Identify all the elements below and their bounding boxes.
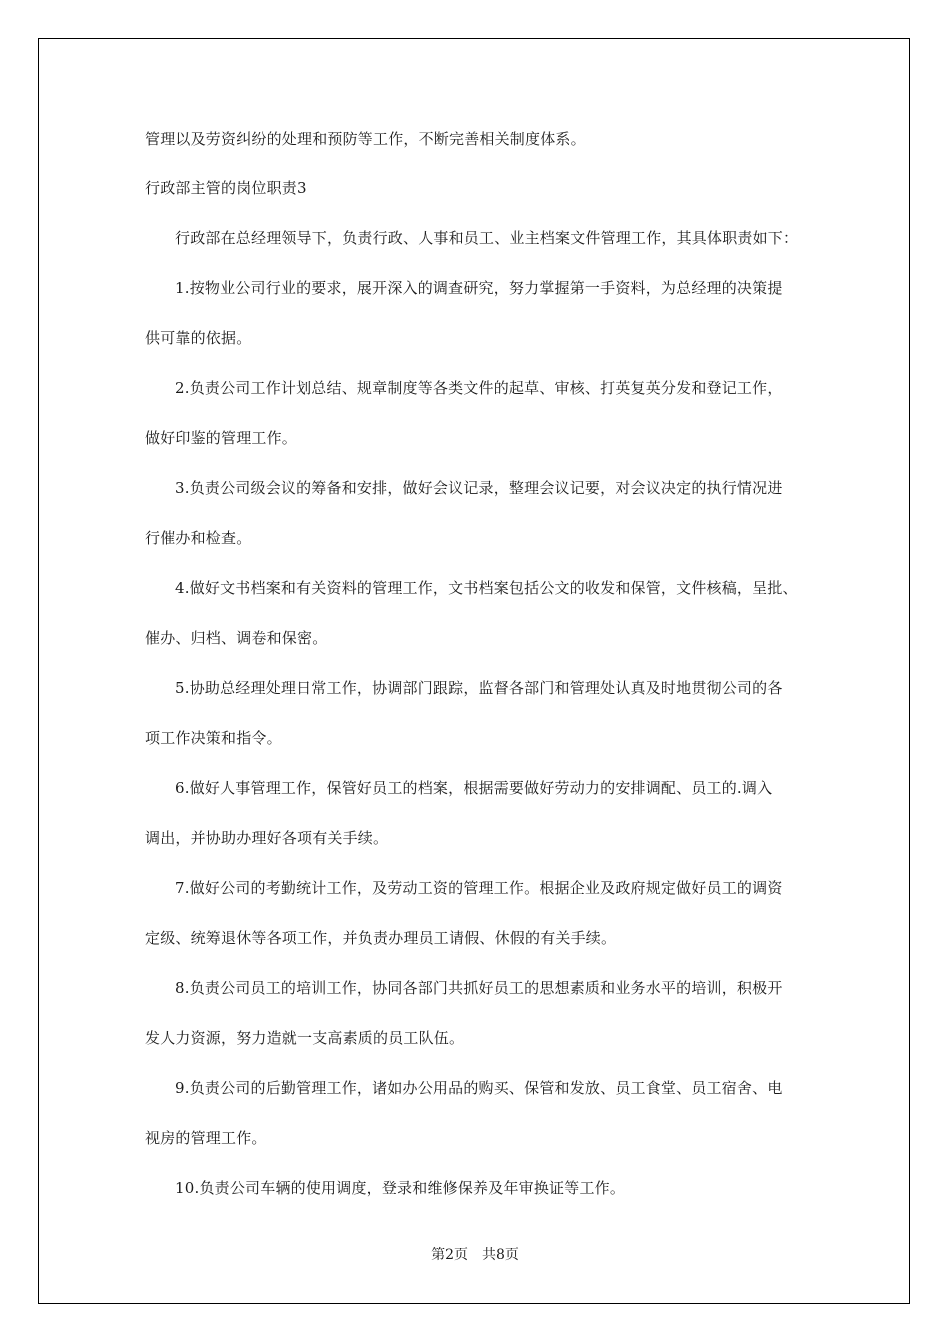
list-item-6-continuation: 调出，并协助办理好各项有关手续。 [145, 829, 389, 847]
page-total: 共8页 [482, 1247, 519, 1263]
list-item-5-continuation: 项工作决策和指令。 [145, 729, 282, 747]
paragraph-line: 管理以及劳资纠纷的处理和预防等工作，不断完善相关制度体系。 [145, 130, 586, 148]
list-item-7-continuation: 定级、统筹退休等各项工作，并负责办理员工请假、休假的有关手续。 [145, 929, 617, 947]
list-item-9-line: 9.负责公司的后勤管理工作，诸如办公用品的购买、保管和发放、员工食堂、员工宿舍、电 [175, 1079, 783, 1097]
list-item-5-line: 5.协助总经理处理日常工作，协调部门跟踪，监督各部门和管理处认真及时地贯彻公司的各 [175, 679, 783, 697]
list-item-4-continuation: 催办、归档、调卷和保密。 [145, 629, 328, 647]
list-item-3-line: 3.负责公司级会议的筹备和安排，做好会议记录，整理会议记要，对会议决定的执行情况进 [175, 479, 783, 497]
list-item-1-continuation: 供可靠的依据。 [145, 329, 252, 347]
list-item-3-continuation: 行催办和检查。 [145, 529, 252, 547]
page-number: 第2页 [431, 1247, 468, 1263]
paragraph-line: 行政部在总经理领导下，负责行政、人事和员工、业主档案文件管理工作，其具体职责如下： [175, 229, 799, 247]
list-item-10-line: 10.负责公司车辆的使用调度，登录和维修保养及年审换证等工作。 [175, 1179, 626, 1197]
section-heading: 行政部主管的岗位职责3 [145, 179, 307, 197]
list-item-4-line: 4.做好文书档案和有关资料的管理工作，文书档案包括公文的收发和保管，文件核稿，呈批、 [175, 579, 798, 597]
list-item-2-continuation: 做好印鉴的管理工作。 [145, 429, 298, 447]
list-item-2-line: 2.负责公司工作计划总结、规章制度等各类文件的起草、审核、打英复英分发和登记工作， [175, 379, 783, 397]
list-item-6-line: 6.做好人事管理工作，保管好员工的档案，根据需要做好劳动力的安排调配、员工的.调入 [175, 779, 773, 797]
list-item-7-line: 7.做好公司的考勤统计工作，及劳动工资的管理工作。根据企业及政府规定做好员工的调资 [175, 879, 783, 897]
page-footer [0, 1246, 950, 1264]
list-item-1-line: 1.按物业公司行业的要求，展开深入的调查研究，努力掌握第一手资料，为总经理的决策提 [175, 279, 783, 297]
list-item-8-line: 8.负责公司员工的培训工作，协同各部门共抓好员工的思想素质和业务水平的培训，积极开 [175, 979, 783, 997]
list-item-9-continuation: 视房的管理工作。 [145, 1129, 267, 1147]
list-item-8-continuation: 发人力资源，努力造就一支高素质的员工队伍。 [145, 1029, 465, 1047]
